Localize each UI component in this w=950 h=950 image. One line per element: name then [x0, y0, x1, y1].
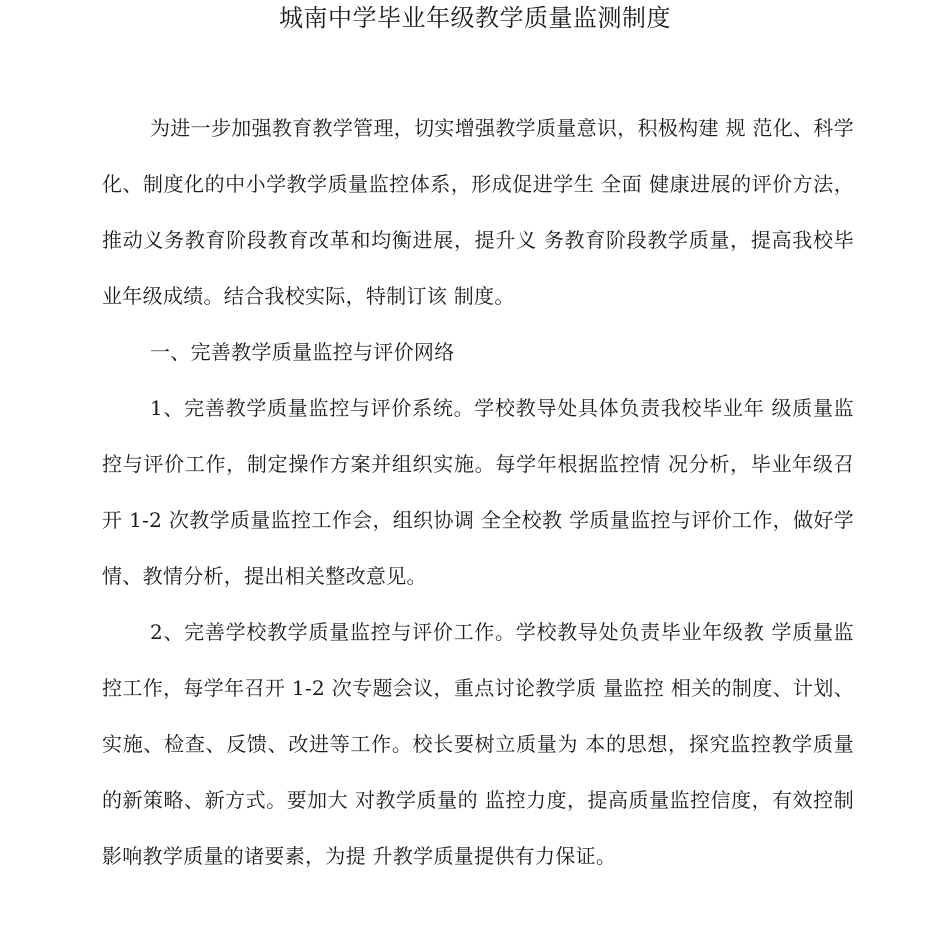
paragraph-intro: 为进一步加强教育教学管理，切实增强教学质量意识，积极构建 规 范化、科学化、制度化的中小学教学质量监控体系，形成促进学生 全面 健康进展的评价方法，推动义务教育阶段教育改革和均衡进展，提升义 务教育阶段教学质量，提高我校毕业年级成绩。结合我校实际，特制订该 制度。 — [102, 116, 854, 308]
section-heading-1: 一、完善教学质量监控与评价网络 — [150, 340, 455, 364]
paragraph-item-1: 1、完善教学质量监控与评价系统。学校教导处具体负责我校毕业年 级质量监控与评价工作，制定操作方案并组织实施。每学年根据监控情 况分析，毕业年级召开 1-2 次教学质量监控工作会，组织协调 全全校教 学质量监控与评价工作，做好学情、教情分析，提出相关整改意见。 — [102, 396, 854, 588]
document-body — [102, 100, 854, 884]
document-title: 城南中学毕业年级教学质量监测制度 — [279, 4, 671, 32]
paragraph-item-2: 2、完善学校教学质量监控与评价工作。学校教导处负责毕业年级教 学质量监控工作，每学年召开 1-2 次专题会议，重点讨论教学质 量监控 相关的制度、计划、实施、检查、反馈、改进等工作。校长要树立质量为 本的思想，探究监控教学质量的新策略、新方式。要加大 对教学质量的 监控力度，提高质量监控信度，有效控制影响教学质量的诸要素，为提 升教学质量提供有力保证。 — [102, 620, 854, 868]
